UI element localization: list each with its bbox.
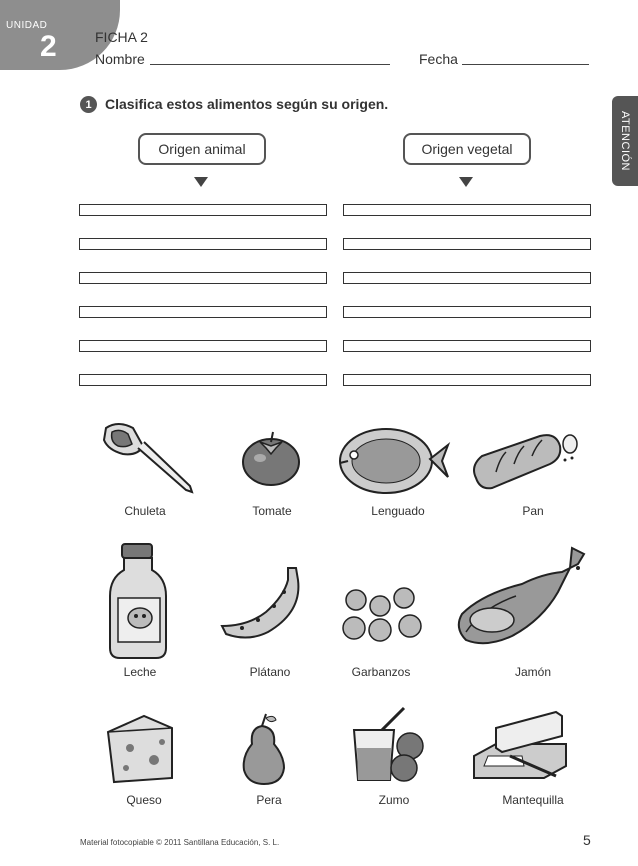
chuleta-icon [98, 418, 198, 498]
queso-icon [104, 712, 176, 786]
arrow-down-icon [459, 177, 473, 187]
answer-box-animal-5[interactable] [79, 340, 327, 352]
answer-box-vegetal-4[interactable] [343, 306, 591, 318]
fecha-label: Fecha [419, 51, 458, 67]
zumo-icon [348, 704, 428, 786]
page-number: 5 [583, 832, 591, 848]
food-label: Mantequilla [502, 793, 564, 807]
ficha-title: FICHA 2 [95, 29, 148, 45]
arrow-down-icon [194, 177, 208, 187]
answer-box-vegetal-6[interactable] [343, 374, 591, 386]
fecha-field[interactable] [462, 64, 589, 65]
lenguado-icon [336, 425, 451, 497]
food-label: Queso [126, 793, 162, 807]
nombre-label: Nombre [95, 51, 145, 67]
answer-box-animal-1[interactable] [79, 204, 327, 216]
question-number: 1 [80, 96, 97, 113]
food-label: Lenguado [371, 504, 425, 518]
question-text: Clasifica estos alimentos según su origen. [105, 96, 389, 112]
column-header-vegetal: Origen vegetal [403, 133, 531, 165]
footer-copyright: Material fotocopiable © 2011 Santillana Educación, S. L. [80, 838, 280, 847]
food-label: Leche [123, 665, 157, 679]
leche-icon [106, 540, 170, 662]
unit-number: 2 [40, 30, 57, 63]
garbanzos-icon [340, 586, 428, 646]
nombre-field[interactable] [150, 64, 390, 65]
side-tab-label: ATENCIÓN [619, 110, 631, 172]
answer-box-animal-6[interactable] [79, 374, 327, 386]
pan-icon [470, 428, 582, 494]
answer-box-vegetal-3[interactable] [343, 272, 591, 284]
food-label: Chuleta [124, 504, 166, 518]
answer-box-animal-3[interactable] [79, 272, 327, 284]
unit-label: UNIDAD [6, 20, 48, 31]
food-label: Plátano [249, 665, 291, 679]
tomate-icon [238, 426, 304, 488]
platano-icon [218, 562, 304, 644]
food-label: Tomate [252, 504, 292, 518]
answer-box-vegetal-5[interactable] [343, 340, 591, 352]
mantequilla-icon [470, 706, 570, 786]
food-label: Zumo [378, 793, 410, 807]
answer-box-vegetal-1[interactable] [343, 204, 591, 216]
answer-box-vegetal-2[interactable] [343, 238, 591, 250]
food-label: Jamón [514, 665, 552, 679]
column-header-animal: Origen animal [138, 133, 266, 165]
answer-box-animal-2[interactable] [79, 238, 327, 250]
food-label: Garbanzos [351, 665, 411, 679]
jamon-icon [452, 544, 592, 652]
answer-box-animal-4[interactable] [79, 306, 327, 318]
food-label: Pera [256, 793, 282, 807]
food-label: Pan [522, 504, 544, 518]
pera-icon [238, 712, 288, 786]
